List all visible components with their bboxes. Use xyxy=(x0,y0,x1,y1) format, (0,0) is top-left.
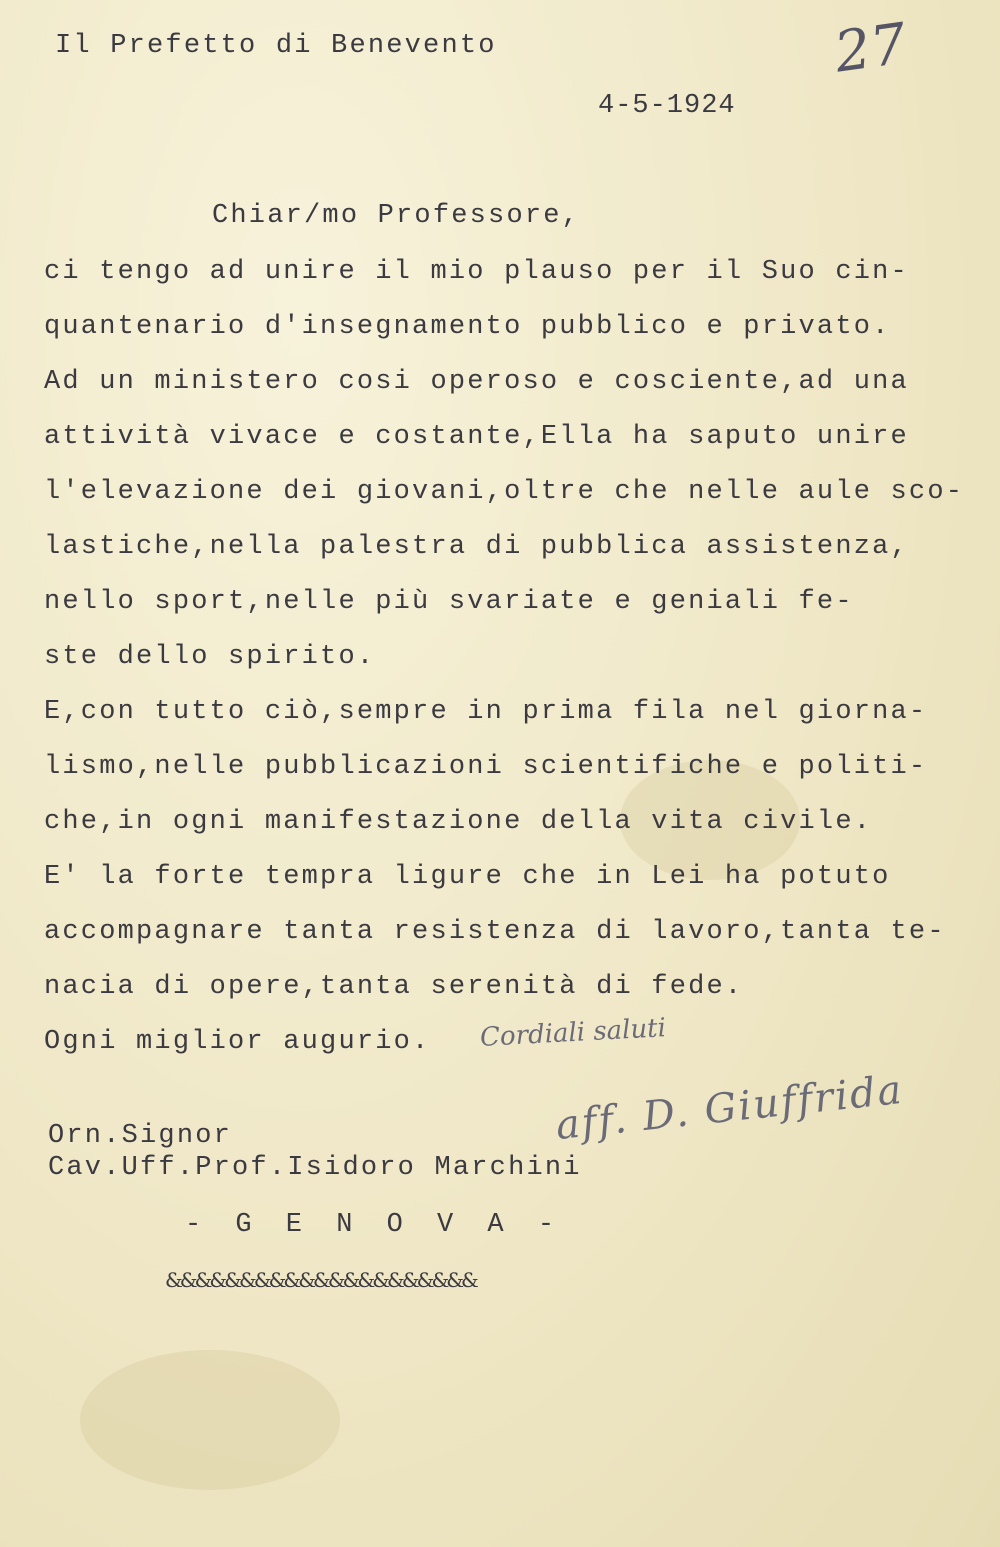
body-line: Ogni miglior augurio. xyxy=(44,1027,431,1057)
recipient-name: Cav.Uff.Prof.Isidoro Marchini xyxy=(48,1153,582,1183)
body-line: E,con tutto ciò,sempre in prima fila nel giorna- xyxy=(44,697,928,727)
signature: aff. D. Giuffrida xyxy=(553,1066,906,1150)
recipient-title: Orn.Signor xyxy=(48,1121,233,1151)
handwritten-document-number: 27 xyxy=(830,11,911,86)
body-line: ci tengo ad unire il mio plauso per il Suo cin- xyxy=(44,257,909,287)
body-line: lismo,nelle pubblicazioni scientifiche e politi- xyxy=(44,752,928,782)
letter-header: Il Prefetto di Benevento xyxy=(55,31,497,61)
body-line: nello sport,nelle più svariate e geniali fe- xyxy=(44,587,854,617)
body-line: che,in ogni manifestazione della vita civile. xyxy=(44,807,873,837)
handwritten-closing: Cordiali saluti xyxy=(479,1013,667,1053)
body-line: nacia di opere,tanta serenità di fede. xyxy=(44,972,744,1002)
body-line: quantenario d'insegnamento pubblico e privato. xyxy=(44,312,891,342)
body-line: l'elevazione dei giovani,oltre che nelle aule sco- xyxy=(44,477,965,507)
recipient-city: - G E N O V A - xyxy=(185,1210,564,1240)
paper-stain xyxy=(80,1350,340,1490)
salutation: Chiar/mo Professore, xyxy=(212,201,581,231)
body-line: ste dello spirito. xyxy=(44,642,376,672)
body-line: E' la forte tempra ligure che in Lei ha potuto xyxy=(44,862,891,892)
body-line: Ad un ministero cosi operoso e cosciente,ad una xyxy=(44,367,909,397)
body-line: accompagnare tanta resistenza di lavoro,tanta te- xyxy=(44,917,946,947)
body-line: lastiche,nella palestra di pubblica assistenza, xyxy=(44,532,909,562)
letter-date: 4-5-1924 xyxy=(598,91,736,121)
ornament-line: &&&&&&&&&&&&&&&&&&&&& xyxy=(165,1268,476,1292)
body-line: attività vivace e costante,Ella ha saputo unire xyxy=(44,422,909,452)
